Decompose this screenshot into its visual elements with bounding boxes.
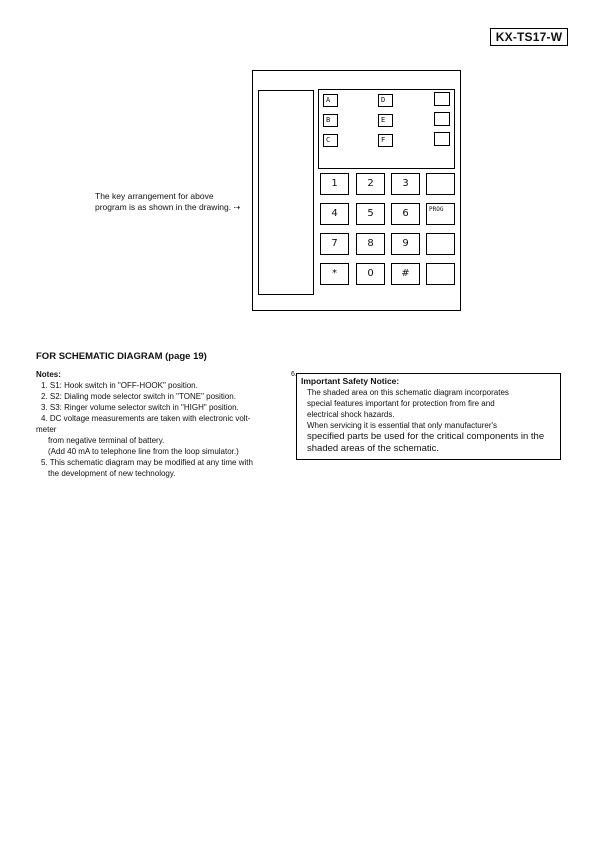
safety-line-5: specified parts be used for the critical components in the <box>307 431 545 442</box>
key-1: 1 <box>320 173 349 195</box>
memory-key-d: D <box>378 94 393 107</box>
note-3: 3. S3: Ringer volume selector switch in "HIGH" position. <box>41 403 239 412</box>
memory-key-a: A <box>323 94 338 107</box>
memory-key-b: B <box>323 114 338 127</box>
memory-key-c: C <box>323 134 338 147</box>
notes-title: Notes: <box>36 370 61 379</box>
key-hash: # <box>391 263 420 285</box>
memory-key-f: F <box>378 134 393 147</box>
key-prog: PROG <box>426 203 455 225</box>
note-1: 1. S1: Hook switch in "OFF-HOOK" position. <box>41 381 198 390</box>
diagram-caption <box>95 191 255 213</box>
note-4-cont-3: (Add 40 mA to telephone line from the loop simulator.) <box>48 447 239 456</box>
key-0: 0 <box>356 263 385 285</box>
caption-line-2: program is as shown in the drawing. ⇢ <box>95 202 241 212</box>
note-4-cont-1: meter <box>36 425 57 434</box>
safety-line-6: shaded areas of the schematic. <box>307 443 440 454</box>
key-star: * <box>320 263 349 285</box>
model-number: KX-TS17-W <box>490 28 568 46</box>
caption-line-1: The key arrangement for above <box>95 191 214 201</box>
note-4-cont-2: from negative terminal of battery. <box>48 436 165 445</box>
memory-key-e: E <box>378 114 393 127</box>
note-2: 2. S2: Dialing mode selector switch in "TONE" position. <box>41 392 236 401</box>
key-6: 6 <box>391 203 420 225</box>
note-5: 5. This schematic diagram may be modified at any time with <box>41 458 253 467</box>
key-8: 8 <box>356 233 385 255</box>
key-5: 5 <box>356 203 385 225</box>
safety-line-4: When servicing it is essential that only manufacturer's <box>307 421 498 430</box>
safety-line-1: The shaded area on this schematic diagram incorporates <box>307 388 509 397</box>
safety-note-number: 6. <box>291 371 297 378</box>
key-7: 7 <box>320 233 349 255</box>
key-4: 4 <box>320 203 349 225</box>
safety-title: Important Safety Notice: <box>301 376 400 386</box>
key-blank-3 <box>426 263 455 285</box>
schematic-heading: FOR SCHEMATIC DIAGRAM (page 19) <box>36 351 207 362</box>
key-2: 2 <box>356 173 385 195</box>
safety-line-3: electrical shock hazards. <box>307 410 395 419</box>
side-key-3 <box>434 132 450 146</box>
safety-notice-box <box>296 373 561 460</box>
handset <box>258 90 314 295</box>
arrow-right-icon: ⇢ <box>233 203 241 212</box>
key-3: 3 <box>391 173 420 195</box>
note-4: 4. DC voltage measurements are taken with electronic volt- <box>41 414 251 423</box>
side-key-1 <box>434 92 450 106</box>
key-blank-2 <box>426 233 455 255</box>
safety-line-2: special features important for protection from fire and <box>307 399 495 408</box>
note-5-cont: the development of new technology. <box>48 469 176 478</box>
key-blank-1 <box>426 173 455 195</box>
key-9: 9 <box>391 233 420 255</box>
side-key-2 <box>434 112 450 126</box>
